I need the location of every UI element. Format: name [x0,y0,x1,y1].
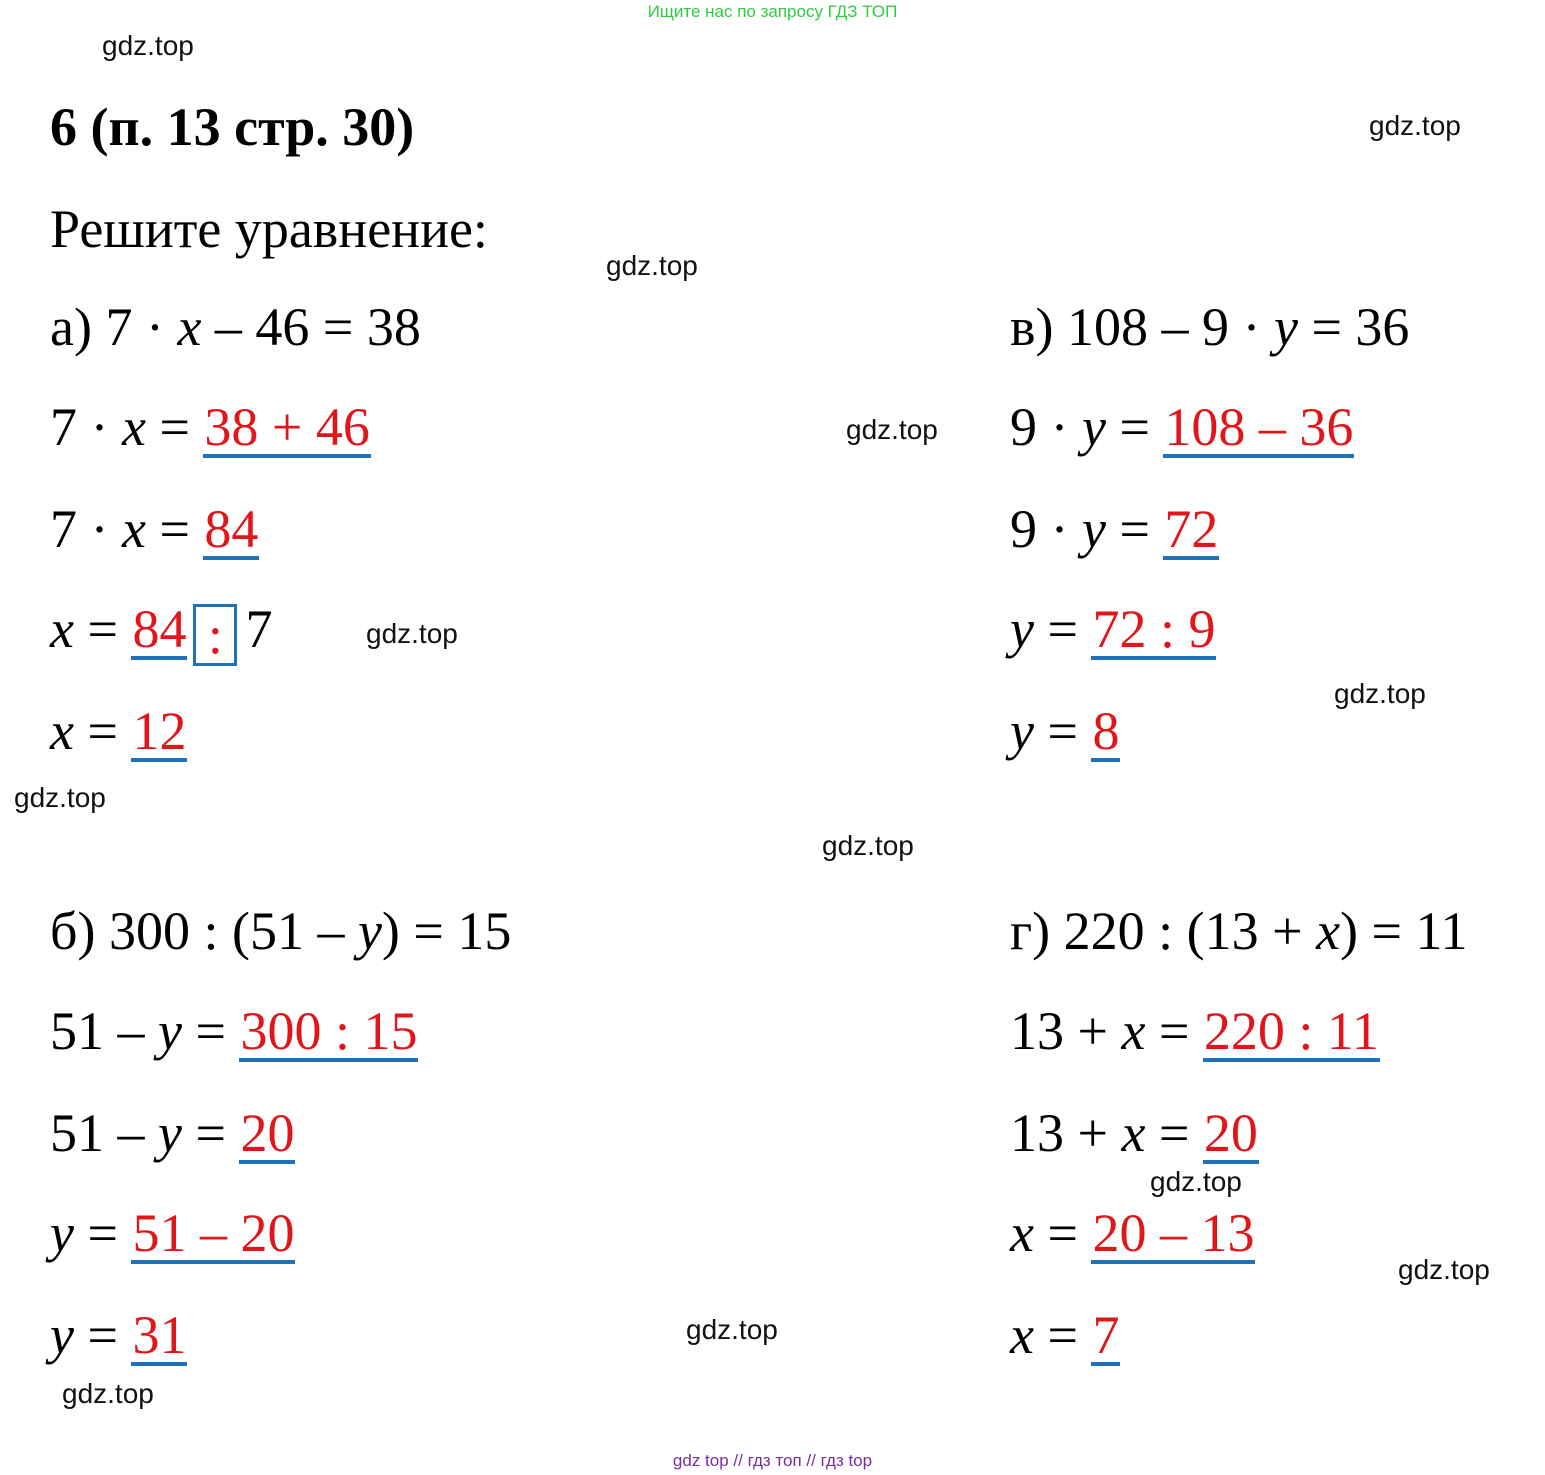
watermark: gdz.top [14,782,106,813]
equals: = [73,701,132,761]
watermark: gdz.top [686,1314,778,1345]
variable: y [158,1001,182,1061]
step-prefix: 7 · [50,397,122,457]
variable: y [1010,701,1034,761]
variable: x [1010,1203,1034,1263]
variable: y [1010,599,1034,659]
answer-underlined: 7 [1092,1305,1120,1365]
top-banner: Ищите нас по запросу ГДЗ ТОП [647,2,898,21]
watermark: gdz.top [62,1378,154,1409]
watermark: gdz.top [1334,678,1426,709]
step-prefix: 9 · [1010,397,1082,457]
step-a-1 [50,396,371,458]
answer-underlined: 20 [240,1103,295,1163]
equals: = [1105,499,1164,559]
variable: x [1121,1103,1146,1163]
answer-underlined: 84 [132,599,187,659]
step-prefix: 13 + [1010,1103,1122,1163]
watermark: gdz.top [846,414,938,445]
equation-v-label: в) 108 – 9 · [1010,297,1274,357]
watermark: gdz.top [366,618,458,649]
equals: = [1145,1103,1203,1163]
equation-v [1010,296,1409,358]
step-g-2 [1010,1102,1259,1164]
variable: y [158,1103,182,1163]
step-prefix: 51 – [50,1001,158,1061]
answer-underlined: 20 [1203,1103,1258,1163]
equation-a [50,296,421,358]
equals: = [1033,599,1092,659]
step-b-4 [50,1304,187,1366]
step-v-4 [1010,700,1120,762]
step-v-2 [1010,498,1219,560]
step-b-2 [50,1102,295,1164]
answer-underlined: 31 [132,1305,187,1365]
step-tail: 7 [245,599,273,659]
watermark: gdz.top [1150,1166,1242,1197]
equation-v-rest: = 36 [1297,297,1410,357]
answer-underlined: 51 – 20 [132,1203,295,1263]
step-a-4 [50,700,187,762]
equation-a-label: а) 7 · [50,297,178,357]
equals: = [1105,397,1164,457]
equals: = [145,397,204,457]
step-prefix: 51 – [50,1103,158,1163]
variable: y [50,1203,74,1263]
variable: y [1081,397,1106,457]
variable: x [121,499,146,559]
answer-underlined: 84 [204,499,259,559]
equation-b-rest: ) = 15 [381,901,512,961]
step-b-1 [50,1000,418,1062]
answer-underlined: 72 [1164,499,1219,559]
variable: x [1121,1001,1146,1061]
equation-b-label: б) 300 : (51 – [50,901,358,961]
watermark: gdz.top [1398,1254,1490,1285]
equals: = [181,1001,240,1061]
answer-underlined: 38 + 46 [204,397,370,457]
variable: x [1316,901,1341,961]
equation-g-label: г) 220 : (13 + [1010,901,1317,961]
answer-underlined: 20 – 13 [1092,1203,1255,1263]
equals: = [145,499,204,559]
variable: x [121,397,146,457]
equation-g [1010,900,1467,962]
variable: y [50,1305,74,1365]
variable: x [177,297,202,357]
equals: = [181,1103,240,1163]
watermark: gdz.top [822,830,914,861]
watermark: gdz.top [102,30,194,61]
equals: = [73,1203,132,1263]
step-v-3 [1010,598,1216,660]
variable: x [50,701,74,761]
equals: = [1033,1305,1092,1365]
equals: = [1145,1001,1203,1061]
step-b-3 [50,1202,295,1264]
equals: = [73,599,132,659]
footer-links: gdz top // гдз топ // гдз top [672,1451,873,1470]
answer-underlined: 108 – 36 [1164,397,1354,457]
step-prefix: 7 · [50,499,122,559]
step-g-4 [1010,1304,1120,1366]
step-g-1 [1010,1000,1380,1062]
watermark: gdz.top [606,250,698,281]
equation-b [50,900,511,962]
answer-underlined: 12 [132,701,187,761]
answer-underlined: 300 : 15 [240,1001,418,1061]
answer-underlined: 220 : 11 [1203,1001,1379,1061]
equals: = [1033,701,1092,761]
equals: = [73,1305,132,1365]
watermark: gdz.top [1369,110,1461,141]
step-prefix: 9 · [1010,499,1082,559]
step-prefix: 13 + [1010,1001,1122,1061]
equation-a-rest: – 46 = 38 [201,297,421,357]
variable: y [1081,499,1106,559]
variable: y [357,901,382,961]
answer-underlined: 8 [1092,701,1120,761]
equation-g-rest: ) = 11 [1340,901,1468,961]
answer-underlined: 72 : 9 [1092,599,1216,659]
variable: x [1010,1305,1034,1365]
exercise-heading: 6 (п. 13 стр. 30) [50,97,415,157]
step-g-3 [1010,1202,1255,1264]
boxed-operator: : [193,604,237,666]
variable: y [1273,297,1298,357]
step-a-3 [50,598,273,665]
step-v-1 [1010,396,1354,458]
step-a-2 [50,498,259,560]
variable: x [50,599,74,659]
task-text: Решите уравнение: [50,199,488,259]
equals: = [1033,1203,1092,1263]
